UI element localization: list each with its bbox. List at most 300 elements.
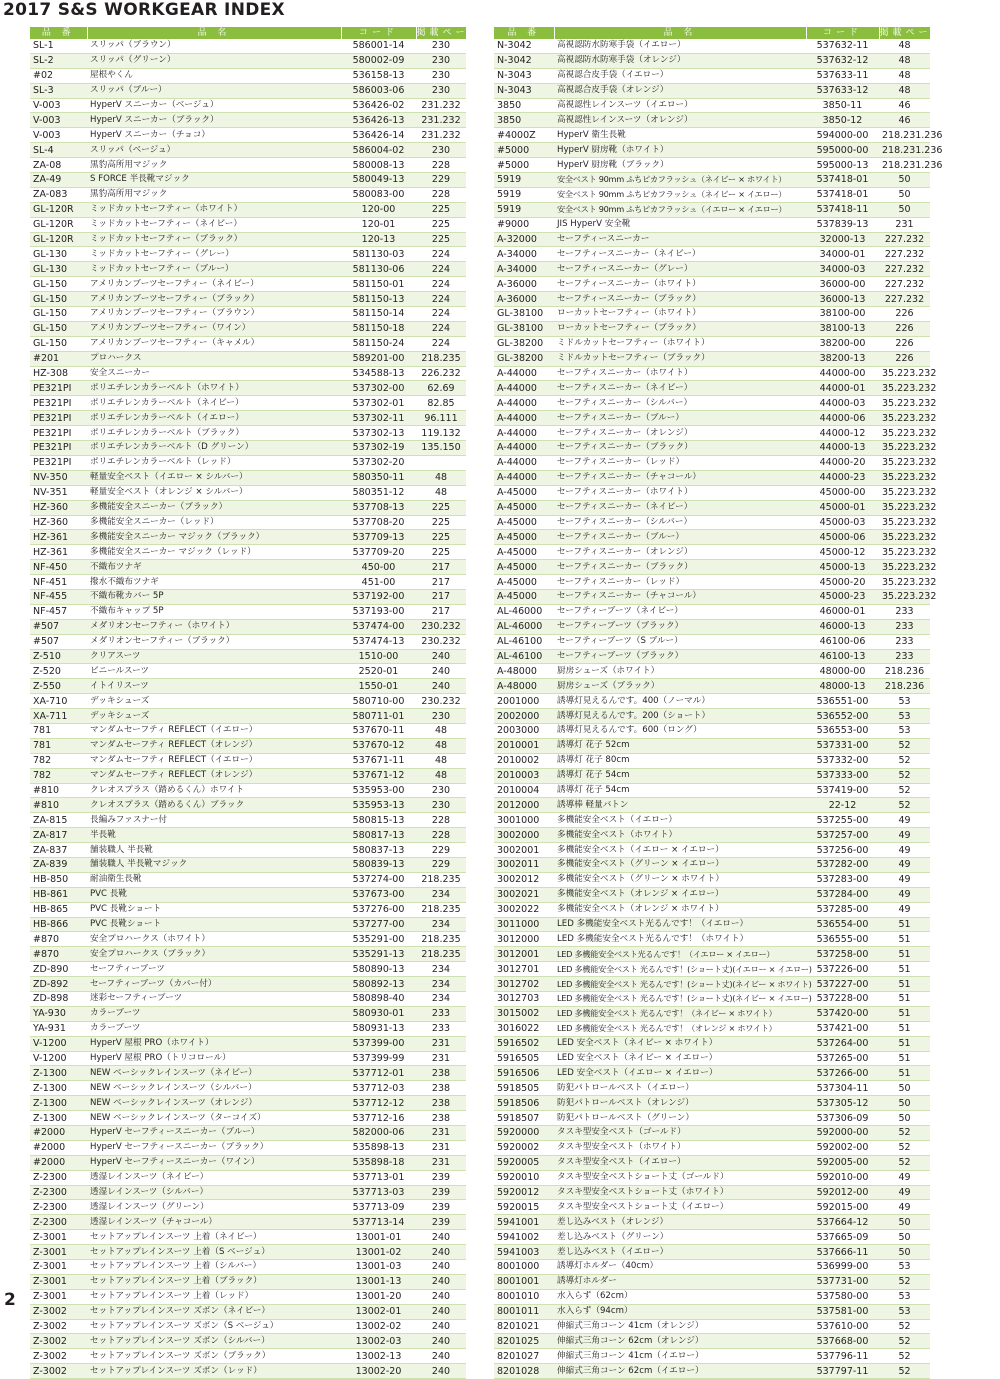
table-row [494,887,930,902]
cell-hinban: PE321PI [30,396,87,411]
cell-code: 13001-02 [341,1245,416,1260]
cell-hinmei: ポリエチレンカラーベルト（ブラック） [87,426,341,441]
cell-page: 50 [879,1096,930,1111]
cell-hinmei: 誘導灯 花子 54cm [554,783,806,798]
cell-code: 536426-02 [341,98,416,113]
cell-code: 537302-19 [341,441,416,456]
cell-hinmei: 防犯パトロールベスト（グリーン） [554,1111,806,1126]
cell-hinban: 781 [30,738,87,753]
cell-hinban: 2010004 [494,783,554,798]
table-row [30,485,466,500]
cell-hinban: #5000 [494,158,554,173]
cell-page: 233 [879,604,930,619]
cell-page: 218.235 [416,351,466,366]
cell-page: 239 [416,1185,466,1200]
cell-hinban: 5916502 [494,1036,554,1051]
cell-code: 580711-01 [341,709,416,724]
cell-code: 537796-11 [806,1349,879,1364]
page-title: 2017 S&S WORKGEAR INDEX [3,0,285,20]
cell-hinmei: タスキ型安全ベスト（ゴールド） [554,1126,806,1141]
cell-code: 537670-11 [341,723,416,738]
cell-code: 13002-01 [341,1304,416,1319]
cell-code: 537708-20 [341,515,416,530]
cell-hinmei: 高視認合皮手袋（オレンジ） [554,83,806,98]
column-header-hinban: 品 番 [30,27,87,39]
cell-hinmei: セットアップレインスーツ 上着（S ベージュ） [87,1245,341,1260]
cell-code: 537264-00 [806,1036,879,1051]
cell-code: 46000-01 [806,604,879,619]
cell-code: 44000-01 [806,381,879,396]
cell-hinban: GL-38200 [494,351,554,366]
cell-hinban: Z-2300 [30,1170,87,1185]
cell-page: 233 [416,1006,466,1021]
cell-code: 595000-00 [806,143,879,158]
cell-hinmei: 多機能安全ベスト（オレンジ × ホワイト） [554,902,806,917]
cell-code: 580817-13 [341,828,416,843]
table-row [494,589,930,604]
cell-hinban: NF-450 [30,560,87,575]
cell-page: 218.231.236 [879,158,930,173]
cell-hinban: YA-931 [30,1021,87,1036]
table-row [30,589,466,604]
cell-hinmei: ミッドカットセーフティー（ブルー） [87,262,341,277]
index-table-left-body [30,39,466,1379]
cell-hinban: A-48000 [494,679,554,694]
cell-hinmei: タスキ型安全ベストショート丈（ゴールド） [554,1170,806,1185]
cell-hinban: GL-150 [30,336,87,351]
cell-code: 537255-00 [806,813,879,828]
cell-hinmei: アメリカンブーツセーフティー（ブラウン） [87,307,341,322]
cell-hinmei: JIS HyperV 安全靴 [554,217,806,232]
cell-page: 238 [416,1081,466,1096]
cell-page: 35.223.232 [879,485,930,500]
table-row [30,187,466,202]
cell-code: 537610-00 [806,1319,879,1334]
cell-code: 592015-00 [806,1200,879,1215]
cell-hinmei: 差し込みベスト（グリーン） [554,1230,806,1245]
cell-hinban: XA-711 [30,709,87,724]
cell-hinban: AL-46000 [494,619,554,634]
table-row [494,843,930,858]
table-row [30,351,466,366]
cell-hinmei: セットアップレインスーツ 上着（ネイビー） [87,1230,341,1245]
cell-page: 218.236 [879,679,930,694]
cell-page: 52 [879,738,930,753]
cell-hinmei: セーフティスニーカー（ホワイト） [554,366,806,381]
cell-page: 51 [879,1021,930,1036]
cell-hinmei: 安全スニーカー [87,366,341,381]
cell-hinmei: LED 多機能安全ベスト光るんです！（イエロー） [554,917,806,932]
cell-code: 44000-00 [806,366,879,381]
cell-code: 537712-16 [341,1111,416,1126]
table-row [30,798,466,813]
cell-hinmei: LED 多機能安全ベスト 光るんです！（ネイビー × ホワイト） [554,1006,806,1021]
cell-code: 536426-14 [341,128,416,143]
cell-page: 227.232 [879,262,930,277]
cell-hinban: 782 [30,753,87,768]
table-row [30,1185,466,1200]
cell-code: 537668-00 [806,1334,879,1349]
table-row [30,1289,466,1304]
cell-page: 217 [416,589,466,604]
cell-hinmei: 舗装職人 半長靴マジック [87,857,341,872]
cell-hinmei: ミドルカットセーフティー（ブラック） [554,351,806,366]
table-row [30,962,466,977]
cell-hinmei: セーフティーブーツ（ブラック） [554,649,806,664]
table-row [494,1200,930,1215]
cell-code: 1550-01 [341,679,416,694]
cell-code: 537265-00 [806,1051,879,1066]
cell-hinban: 5919 [494,202,554,217]
table-row [30,1364,466,1379]
cell-hinban: NV-350 [30,470,87,485]
cell-page: 49 [879,1170,930,1185]
cell-code: 537285-00 [806,902,879,917]
cell-code: 537283-00 [806,872,879,887]
cell-hinban: #507 [30,634,87,649]
table-row [494,500,930,515]
cell-page: 51 [879,977,930,992]
cell-code: 581130-03 [341,247,416,262]
cell-hinban: SL-4 [30,143,87,158]
table-row [30,1036,466,1051]
cell-hinban: 5941003 [494,1245,554,1260]
cell-hinmei: セーフティーブーツ（カバー付） [87,977,341,992]
cell-code: 592012-00 [806,1185,879,1200]
cell-hinban: PE321PI [30,411,87,426]
cell-page: 240 [416,1334,466,1349]
cell-hinmei: クリアスーツ [87,649,341,664]
table-row [30,753,466,768]
table-row [30,694,466,709]
cell-code: 537418-01 [806,173,879,188]
cell-page: 234 [416,977,466,992]
cell-hinmei: LED 安全ベスト（イエロー × イエロー） [554,1066,806,1081]
cell-code: 36000-00 [806,277,879,292]
cell-code: 535898-13 [341,1140,416,1155]
table-row [494,173,930,188]
cell-code: 537399-00 [341,1036,416,1051]
cell-hinban: GL-38100 [494,307,554,322]
cell-page: 49 [879,813,930,828]
cell-hinmei: セーフティーブーツ（S ブルー） [554,634,806,649]
table-row [30,262,466,277]
column-header-page: 掲載ページ [416,28,482,38]
cell-code: 536426-13 [341,113,416,128]
cell-code: 13002-03 [341,1334,416,1349]
cell-hinban: Z-1300 [30,1066,87,1081]
cell-page: 240 [416,1260,466,1275]
cell-page: 52 [879,1364,930,1379]
cell-page: 35.223.232 [879,470,930,485]
cell-page: 35.223.232 [879,515,930,530]
cell-hinmei: タスキ型安全ベスト（ホワイト） [554,1140,806,1155]
cell-hinmei: ミドルカットセーフティー（ホワイト） [554,336,806,351]
cell-hinban: V-003 [30,128,87,143]
table-row [494,1081,930,1096]
cell-hinmei: 迷彩セーフティーブーツ [87,992,341,1007]
cell-code: 537274-00 [341,872,416,887]
cell-hinban: 3002012 [494,872,554,887]
table-row [30,947,466,962]
cell-hinmei: アメリカンブーツセーフティー（キャメル） [87,336,341,351]
table-row [494,604,930,619]
cell-code: 581150-14 [341,307,416,322]
cell-hinban: A-44000 [494,470,554,485]
cell-code: 537633-11 [806,68,879,83]
cell-hinban: Z-3001 [30,1289,87,1304]
cell-hinmei: セーフティスニーカー（チャコール） [554,589,806,604]
cell-code: 595000-13 [806,158,879,173]
cell-hinban: 3012702 [494,977,554,992]
cell-page: 225 [416,530,466,545]
cell-hinmei: 屋根やくん [87,68,341,83]
cell-page: 238 [416,1066,466,1081]
cell-hinmei: イトイリスーツ [87,679,341,694]
table-row [494,336,930,351]
cell-page: 49 [879,1200,930,1215]
table-row [494,753,930,768]
table-row [494,1215,930,1230]
table-row [30,828,466,843]
cell-hinmei: 高視認防水防寒手袋（オレンジ） [554,53,806,68]
cell-page: 35.223.232 [879,441,930,456]
cell-code: 580350-11 [341,470,416,485]
cell-page: 240 [416,1304,466,1319]
cell-hinmei: 撥水不織布ツナギ [87,575,341,590]
cell-hinmei: プロハークス [87,351,341,366]
cell-hinmei: HyperV セーフティースニーカー（ブラック） [87,1140,341,1155]
cell-code: 537581-00 [806,1304,879,1319]
cell-hinban: A-44000 [494,411,554,426]
cell-code: 580815-13 [341,813,416,828]
cell-page: 52 [879,783,930,798]
cell-code: 3850-11 [806,98,879,113]
cell-hinmei: セーフティスニーカー（ネイビー） [554,500,806,515]
cell-code: 537632-11 [806,39,879,53]
table-row [494,947,930,962]
cell-hinmei: 伸縮式三角コーン 41cm（オレンジ） [554,1319,806,1334]
cell-hinban: 3012001 [494,947,554,962]
cell-hinban: GL-120R [30,202,87,217]
cell-hinban: ZA-08 [30,158,87,173]
table-row [494,1364,930,1379]
cell-hinmei: セーフティスニーカー（チャコール） [554,470,806,485]
cell-hinmei: S FORCE 半長靴マジック [87,173,341,188]
table-row [494,455,930,470]
cell-page: 224 [416,292,466,307]
cell-hinban: #2000 [30,1155,87,1170]
table-row [30,277,466,292]
cell-page: 229 [416,857,466,872]
cell-hinmei: LED 多機能安全ベスト光るんです！（イエロー × イエロー） [554,947,806,962]
cell-hinban: 8001000 [494,1260,554,1275]
cell-page: 226 [879,336,930,351]
cell-hinmei: 半長靴 [87,828,341,843]
cell-hinban: 5916506 [494,1066,554,1081]
cell-code: 537399-99 [341,1051,416,1066]
cell-hinmei: 誘導灯ホルダー（40cm） [554,1260,806,1275]
cell-code: 535953-13 [341,798,416,813]
cell-hinban: XA-710 [30,694,87,709]
cell-code: 537302-00 [341,381,416,396]
cell-hinmei: 多機能安全スニーカー マジック（レッド） [87,545,341,560]
cell-hinmei: 軽量安全ベスト（イエロー × シルバー） [87,470,341,485]
cell-code: 535898-18 [341,1155,416,1170]
cell-code: 120-01 [341,217,416,232]
cell-hinmei: セーフティスニーカー（オレンジ） [554,426,806,441]
cell-hinmei: セーフティスニーカー（レッド） [554,455,806,470]
cell-hinban: 3016022 [494,1021,554,1036]
cell-code: 537276-00 [341,902,416,917]
cell-page: 218.235 [416,872,466,887]
cell-code: 537632-12 [806,53,879,68]
cell-page: 228 [416,828,466,843]
table-row [494,1006,930,1021]
cell-hinban: 781 [30,723,87,738]
cell-page: 230 [416,83,466,98]
cell-page: 35.223.232 [879,411,930,426]
cell-hinmei: セーフティースニーカー（グレー） [554,262,806,277]
table-row [30,158,466,173]
cell-hinmei: セットアップレインスーツ 上着（レッド） [87,1289,341,1304]
cell-code: 32000-13 [806,232,879,247]
cell-code: 13001-20 [341,1289,416,1304]
cell-code: 537304-11 [806,1081,879,1096]
cell-hinmei: 誘導灯 花子 52cm [554,738,806,753]
cell-code: 537302-11 [341,411,416,426]
table-row [30,1140,466,1155]
cell-page: 52 [879,798,930,813]
cell-code: 589201-00 [341,351,416,366]
cell-hinban: N-3043 [494,83,554,98]
table-row [30,932,466,947]
cell-page: 48 [416,738,466,753]
table-row [30,396,466,411]
cell-hinban: 3002000 [494,828,554,843]
cell-hinmei: 差し込みベスト（イエロー） [554,1245,806,1260]
cell-hinban: HB-861 [30,887,87,902]
cell-hinban: 8001011 [494,1304,554,1319]
cell-hinban: ZD-890 [30,962,87,977]
cell-hinmei: HyperV スニーカー（ベージュ） [87,98,341,113]
cell-code: 120-00 [341,202,416,217]
cell-hinmei: ポリエチレンカラーベルト（D グリーン） [87,441,341,456]
cell-page: 82.85 [416,396,466,411]
cell-hinmei: HyperV 厨房靴（ホワイト） [554,143,806,158]
cell-hinban: A-45000 [494,515,554,530]
cell-page: 231 [416,1036,466,1051]
cell-hinban: HB-850 [30,872,87,887]
cell-code: 581150-18 [341,321,416,336]
cell-hinmei: 防犯パトロールベスト（オレンジ） [554,1096,806,1111]
cell-hinmei: セーフティースニーカー（ブラック） [554,292,806,307]
cell-hinban: 2012000 [494,798,554,813]
cell-hinmei: スリッパ（ブラウン） [87,39,341,53]
cell-hinban: A-44000 [494,426,554,441]
cell-code: 537712-01 [341,1066,416,1081]
index-table-right [494,27,945,1379]
cell-hinmei: PVC 長靴ショート [87,902,341,917]
cell-hinban: 3002022 [494,902,554,917]
cell-code: 36000-13 [806,292,879,307]
cell-page: 49 [879,843,930,858]
cell-page: 53 [879,1304,930,1319]
cell-page: 240 [416,1245,466,1260]
table-row [494,1245,930,1260]
cell-hinban: 5918506 [494,1096,554,1111]
cell-hinban: Z-2300 [30,1215,87,1230]
cell-hinban: A-45000 [494,560,554,575]
cell-hinmei: 誘導灯 花子 54cm [554,768,806,783]
table-row [30,1155,466,1170]
cell-hinban: #507 [30,619,87,634]
table-row [30,83,466,98]
table-row [30,977,466,992]
cell-page: 240 [416,649,466,664]
cell-hinmei: 誘導灯 花子 80cm [554,753,806,768]
cell-page: 53 [879,709,930,724]
cell-hinban: 3012703 [494,992,554,1007]
table-row [30,664,466,679]
cell-code: 537331-00 [806,738,879,753]
table-row [30,604,466,619]
cell-page: 53 [879,1260,930,1275]
table-row [30,39,466,53]
cell-hinban: 8201021 [494,1319,554,1334]
cell-code: 537839-13 [806,217,879,232]
cell-page: 62.69 [416,381,466,396]
table-row [30,128,466,143]
cell-hinban: 2003000 [494,723,554,738]
cell-hinban: PE321PI [30,441,87,456]
cell-page: 240 [416,1364,466,1379]
cell-page: 225 [416,500,466,515]
table-row [494,1334,930,1349]
cell-hinban: 5919 [494,187,554,202]
cell-page: 226 [879,351,930,366]
table-row [494,277,930,292]
cell-code: 594000-00 [806,128,879,143]
cell-hinmei: セットアップレインスーツ ズボン（ブラック） [87,1349,341,1364]
table-row [30,321,466,336]
cell-hinban: A-45000 [494,530,554,545]
cell-hinmei: 安全ベスト 90mm ふちピカフラッシュ（ネイビー × イエロー） [554,187,806,202]
cell-hinban: #9000 [494,217,554,232]
cell-hinmei: タスキ型安全ベストショート丈（イエロー） [554,1200,806,1215]
cell-hinmei: PVC 長靴 [87,887,341,902]
cell-hinban: GL-120R [30,217,87,232]
cell-code: 38200-00 [806,336,879,351]
table-row [30,872,466,887]
cell-hinmei: 軽量安全ベスト（オレンジ × シルバー） [87,485,341,500]
table-row [494,515,930,530]
cell-code: 537731-00 [806,1274,879,1289]
cell-page: 225 [416,515,466,530]
cell-code: 537580-00 [806,1289,879,1304]
cell-code: 537227-00 [806,977,879,992]
table-row [30,902,466,917]
cell-hinban: GL-150 [30,292,87,307]
cell-page: 52 [879,1319,930,1334]
cell-hinban: Z-3002 [30,1304,87,1319]
cell-hinmei: 厨房シューズ（ホワイト） [554,664,806,679]
cell-code: 44000-13 [806,441,879,456]
cell-page: 35.223.232 [879,366,930,381]
table-row [30,768,466,783]
cell-hinmei: セーフティスニーカー（ネイビー） [554,381,806,396]
cell-hinban: 8201027 [494,1349,554,1364]
